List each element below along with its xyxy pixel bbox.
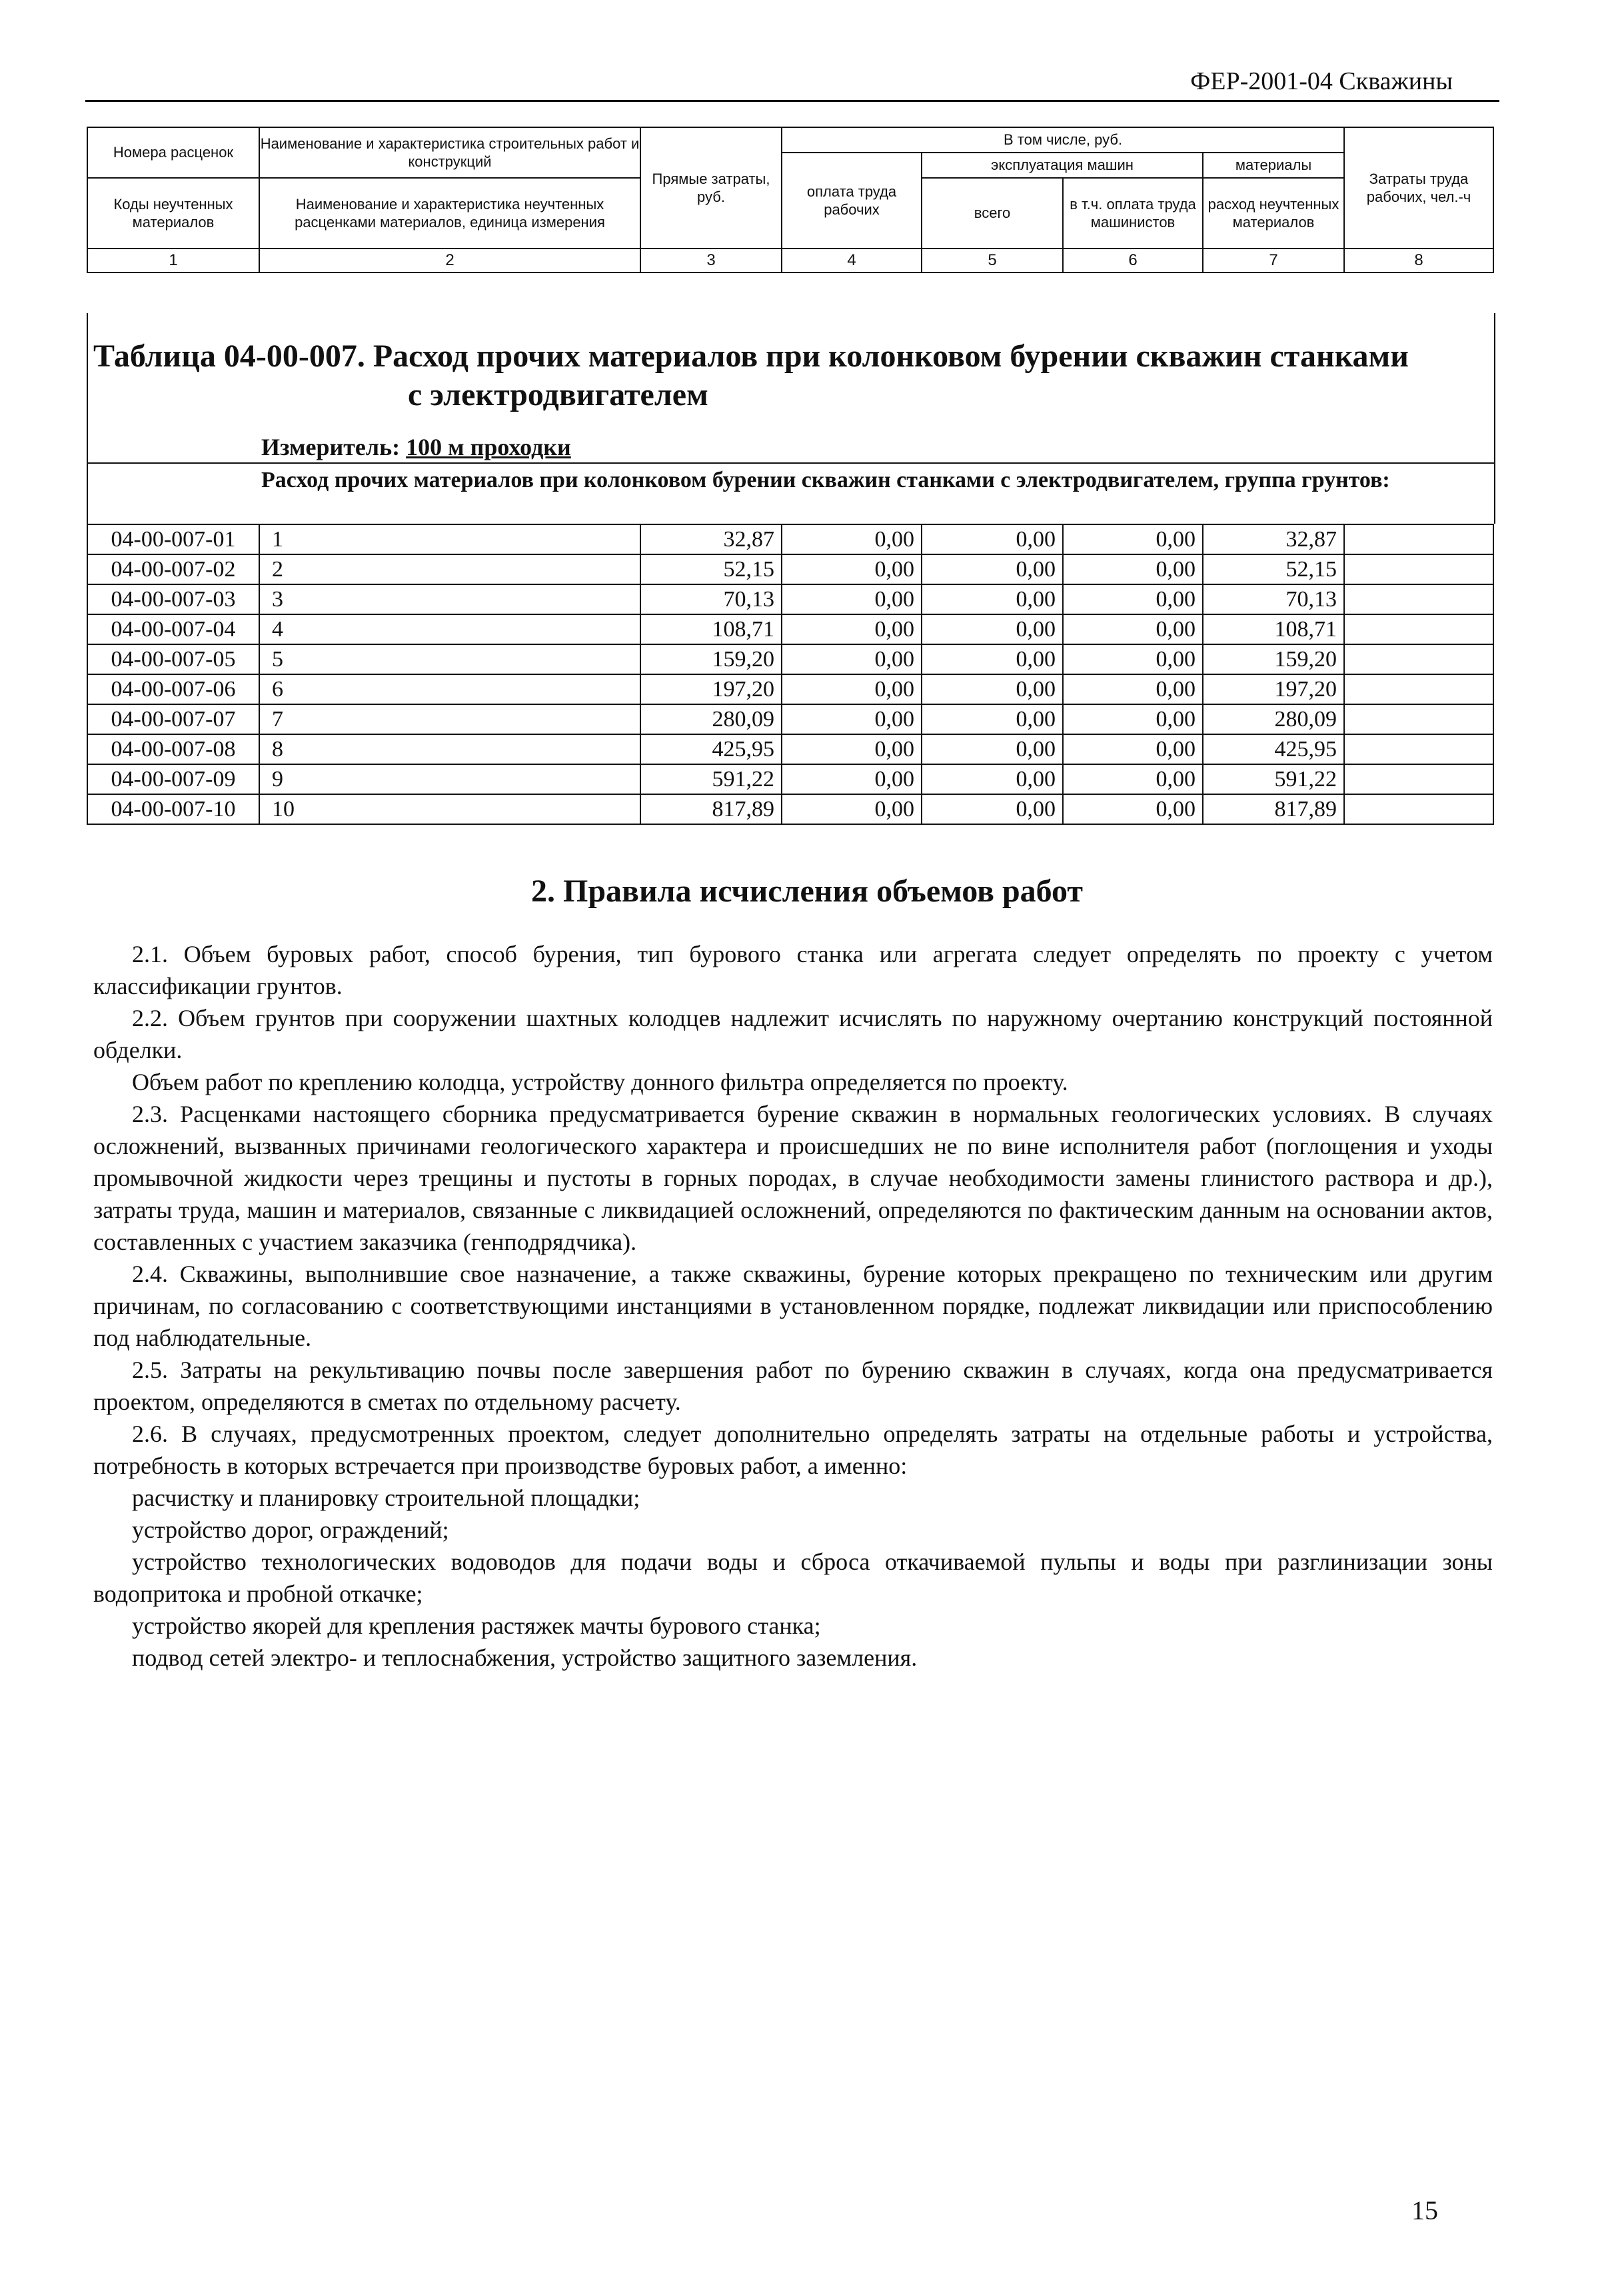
labor-pay-cell: 0,00 <box>782 524 922 554</box>
machines-total-cell: 0,00 <box>922 734 1063 764</box>
direct-costs-cell: 280,09 <box>640 704 782 734</box>
labor-hours-cell <box>1344 674 1493 704</box>
machines-total-cell: 0,00 <box>922 554 1063 584</box>
labor-pay-cell: 0,00 <box>782 644 922 674</box>
direct-costs-cell: 70,13 <box>640 584 782 614</box>
rate-code-cell: 04-00-007-01 <box>87 524 259 554</box>
table-row <box>87 554 1493 584</box>
materials-cell: 591,22 <box>1203 764 1344 794</box>
header-material-names: Наименование и характеристика неучтенных расценками материалов, единица измерения <box>259 178 640 249</box>
running-header: ФЕР-2001-04 Скважины <box>1190 67 1453 95</box>
table-row <box>87 614 1493 644</box>
soil-group-cell: 2 <box>259 554 640 584</box>
meter-value: 100 м проходки <box>406 434 571 460</box>
section-title: 2. Правила исчисления объемов работ <box>531 873 1083 909</box>
materials-cell: 425,95 <box>1203 734 1344 764</box>
paragraph: 2.1. Объем буровых работ, способ бурения, тип бурового станка или агрегата следует определять по проекту с учетом классификации грунтов. <box>93 941 1493 999</box>
section-body <box>93 938 1493 1674</box>
table-row <box>87 524 1493 554</box>
labor-pay-cell: 0,00 <box>782 554 922 584</box>
column-number: 4 <box>782 249 922 273</box>
column-number: 7 <box>1203 249 1344 273</box>
rate-code-cell: 04-00-007-08 <box>87 734 259 764</box>
rate-code-cell: 04-00-007-03 <box>87 584 259 614</box>
table-row <box>87 794 1493 824</box>
machines-total-cell: 0,00 <box>922 524 1063 554</box>
column-number: 1 <box>87 249 259 273</box>
labor-pay-cell: 0,00 <box>782 614 922 644</box>
paragraph: Объем работ по креплению колодца, устройству донного фильтра определяется по проекту. <box>132 1069 1068 1095</box>
column-number: 2 <box>259 249 640 273</box>
direct-costs-cell: 817,89 <box>640 794 782 824</box>
labor-hours-cell <box>1344 644 1493 674</box>
header-machines-total: всего <box>922 178 1063 249</box>
machines-total-cell: 0,00 <box>922 644 1063 674</box>
machinists-pay-cell: 0,00 <box>1063 614 1203 644</box>
labor-hours-cell <box>1344 524 1493 554</box>
table-meter <box>261 433 571 461</box>
machinists-pay-cell: 0,00 <box>1063 584 1203 614</box>
meter-label: Измеритель: <box>261 434 401 460</box>
header-rule <box>85 100 1499 102</box>
header-rate-numbers: Номера расценок <box>87 127 259 178</box>
machinists-pay-cell: 0,00 <box>1063 764 1203 794</box>
soil-group-cell: 1 <box>259 524 640 554</box>
rate-code-cell: 04-00-007-09 <box>87 764 259 794</box>
soil-group-cell: 10 <box>259 794 640 824</box>
header-machinists-pay: в т.ч. оплата труда машинистов <box>1063 178 1203 249</box>
column-number: 3 <box>640 249 782 273</box>
header-labor-pay: оплата труда рабочих <box>782 153 922 249</box>
materials-cell: 52,15 <box>1203 554 1344 584</box>
machinists-pay-cell: 0,00 <box>1063 794 1203 824</box>
labor-hours-cell <box>1344 704 1493 734</box>
direct-costs-cell: 52,15 <box>640 554 782 584</box>
machines-total-cell: 0,00 <box>922 704 1063 734</box>
labor-pay-cell: 0,00 <box>782 734 922 764</box>
column-header-table <box>87 127 1494 273</box>
soil-group-cell: 8 <box>259 734 640 764</box>
table-title-line1: Таблица 04-00-007. Расход прочих материалов при колонковом бурении скважин станками <box>93 338 1409 374</box>
direct-costs-cell: 32,87 <box>640 524 782 554</box>
column-number: 5 <box>922 249 1063 273</box>
soil-group-cell: 5 <box>259 644 640 674</box>
list-item: устройство технологических водоводов для подачи воды и сброса откачиваемой пульпы и воды при разглинизации зоны водопритока и пробной откачке; <box>93 1548 1493 1607</box>
machines-total-cell: 0,00 <box>922 674 1063 704</box>
labor-hours-cell <box>1344 614 1493 644</box>
labor-pay-cell: 0,00 <box>782 794 922 824</box>
labor-hours-cell <box>1344 584 1493 614</box>
labor-hours-cell <box>1344 764 1493 794</box>
table-row <box>87 644 1493 674</box>
rate-code-cell: 04-00-007-07 <box>87 704 259 734</box>
table-row <box>87 674 1493 704</box>
list-item: устройство якорей для крепления растяжек мачты бурового станка; <box>132 1612 821 1639</box>
machines-total-cell: 0,00 <box>922 614 1063 644</box>
soil-group-cell: 7 <box>259 704 640 734</box>
direct-costs-cell: 108,71 <box>640 614 782 644</box>
header-unaccounted-materials: расход неучтенных материалов <box>1203 178 1344 249</box>
materials-cell: 108,71 <box>1203 614 1344 644</box>
direct-costs-cell: 591,22 <box>640 764 782 794</box>
group-label: Расход прочих материалов при колонковом бурении скважин станками с электродвигателем, группа грунтов: <box>261 468 1390 492</box>
paragraph: 2.6. В случаях, предусмотренных проектом, следует дополнительно определять затраты на отдельные работы и устройства, потребность в которых встречается при производстве буровых работ, а именно: <box>93 1421 1493 1479</box>
materials-cell: 159,20 <box>1203 644 1344 674</box>
paragraph: 2.2. Объем грунтов при сооружении шахтных колодцев надлежит исчислять по наружному очертанию конструкций постоянной обделки. <box>93 1005 1493 1063</box>
table-row <box>87 584 1493 614</box>
header-machine-ops: эксплуатация машин <box>922 153 1203 178</box>
column-number: 6 <box>1063 249 1203 273</box>
table-row <box>87 734 1493 764</box>
labor-pay-cell: 0,00 <box>782 704 922 734</box>
rate-code-cell: 04-00-007-04 <box>87 614 259 644</box>
paragraph: 2.4. Скважины, выполнившие свое назначение, а также скважины, бурение которых прекращено по техническим или другим причинам, по согласованию с соответствующими инстанциями в установленном порядке, подлежат ликвидации или приспособлению под наблюдательные. <box>93 1261 1493 1351</box>
paragraph: 2.3. Расценками настоящего сборника предусматривается бурение скважин в нормальных геологических условиях. В случаях осложнений, вызванных причинами геологического характера и происшедших не по вине исполнителя работ (поглощения и уходы промывочной жидкости через трещины и пустоты в горных породах, в случае необходимости замены глинистого раствора и др.), затраты труда, машин и материалов, связанные с ликвидацией осложнений, определяются по фактическим данным на основании актов, составленных с участием заказчика (генподрядчика). <box>93 1101 1493 1255</box>
materials-cell: 32,87 <box>1203 524 1344 554</box>
rate-code-cell: 04-00-007-02 <box>87 554 259 584</box>
machinists-pay-cell: 0,00 <box>1063 644 1203 674</box>
materials-cell: 70,13 <box>1203 584 1344 614</box>
table-title <box>93 337 1493 414</box>
rate-code-cell: 04-00-007-05 <box>87 644 259 674</box>
header-direct-costs: Прямые затраты, руб. <box>640 127 782 249</box>
soil-group-cell: 4 <box>259 614 640 644</box>
labor-pay-cell: 0,00 <box>782 764 922 794</box>
rates-table <box>87 524 1494 825</box>
labor-hours-cell <box>1344 554 1493 584</box>
machinists-pay-cell: 0,00 <box>1063 674 1203 704</box>
table-title-line2: с электродвигателем <box>408 377 708 412</box>
table-row <box>87 704 1493 734</box>
machines-total-cell: 0,00 <box>922 764 1063 794</box>
rate-code-cell: 04-00-007-10 <box>87 794 259 824</box>
machines-total-cell: 0,00 <box>922 794 1063 824</box>
soil-group-cell: 9 <box>259 764 640 794</box>
labor-hours-cell <box>1344 794 1493 824</box>
direct-costs-cell: 425,95 <box>640 734 782 764</box>
labor-hours-cell <box>1344 734 1493 764</box>
soil-group-cell: 3 <box>259 584 640 614</box>
machinists-pay-cell: 0,00 <box>1063 704 1203 734</box>
column-number: 8 <box>1344 249 1493 273</box>
machines-total-cell: 0,00 <box>922 584 1063 614</box>
labor-pay-cell: 0,00 <box>782 584 922 614</box>
paragraph: 2.5. Затраты на рекультивацию почвы после завершения работ по бурению скважин в случаях, когда она предусматривается проектом, определяются в сметах по отдельному расчету. <box>93 1357 1493 1415</box>
table-row <box>87 764 1493 794</box>
soil-group-cell: 6 <box>259 674 640 704</box>
direct-costs-cell: 159,20 <box>640 644 782 674</box>
header-including: В том числе, руб. <box>782 127 1344 153</box>
materials-cell: 817,89 <box>1203 794 1344 824</box>
machinists-pay-cell: 0,00 <box>1063 554 1203 584</box>
page-number: 15 <box>1411 2195 1438 2225</box>
list-item: устройство дорог, ограждений; <box>132 1516 449 1543</box>
header-work-name: Наименование и характеристика строительных работ и конструкций <box>259 127 640 178</box>
machinists-pay-cell: 0,00 <box>1063 734 1203 764</box>
header-labor-hours: Затраты труда рабочих, чел.-ч <box>1344 127 1493 249</box>
header-material-codes: Коды неучтенных материалов <box>87 178 259 249</box>
labor-pay-cell: 0,00 <box>782 674 922 704</box>
machinists-pay-cell: 0,00 <box>1063 524 1203 554</box>
header-materials: материалы <box>1203 153 1344 178</box>
rate-code-cell: 04-00-007-06 <box>87 674 259 704</box>
direct-costs-cell: 197,20 <box>640 674 782 704</box>
materials-cell: 197,20 <box>1203 674 1344 704</box>
materials-cell: 280,09 <box>1203 704 1344 734</box>
list-item: расчистку и планировку строительной площадки; <box>132 1484 640 1511</box>
list-item: подвод сетей электро- и теплоснабжения, устройство защитного заземления. <box>132 1644 918 1671</box>
